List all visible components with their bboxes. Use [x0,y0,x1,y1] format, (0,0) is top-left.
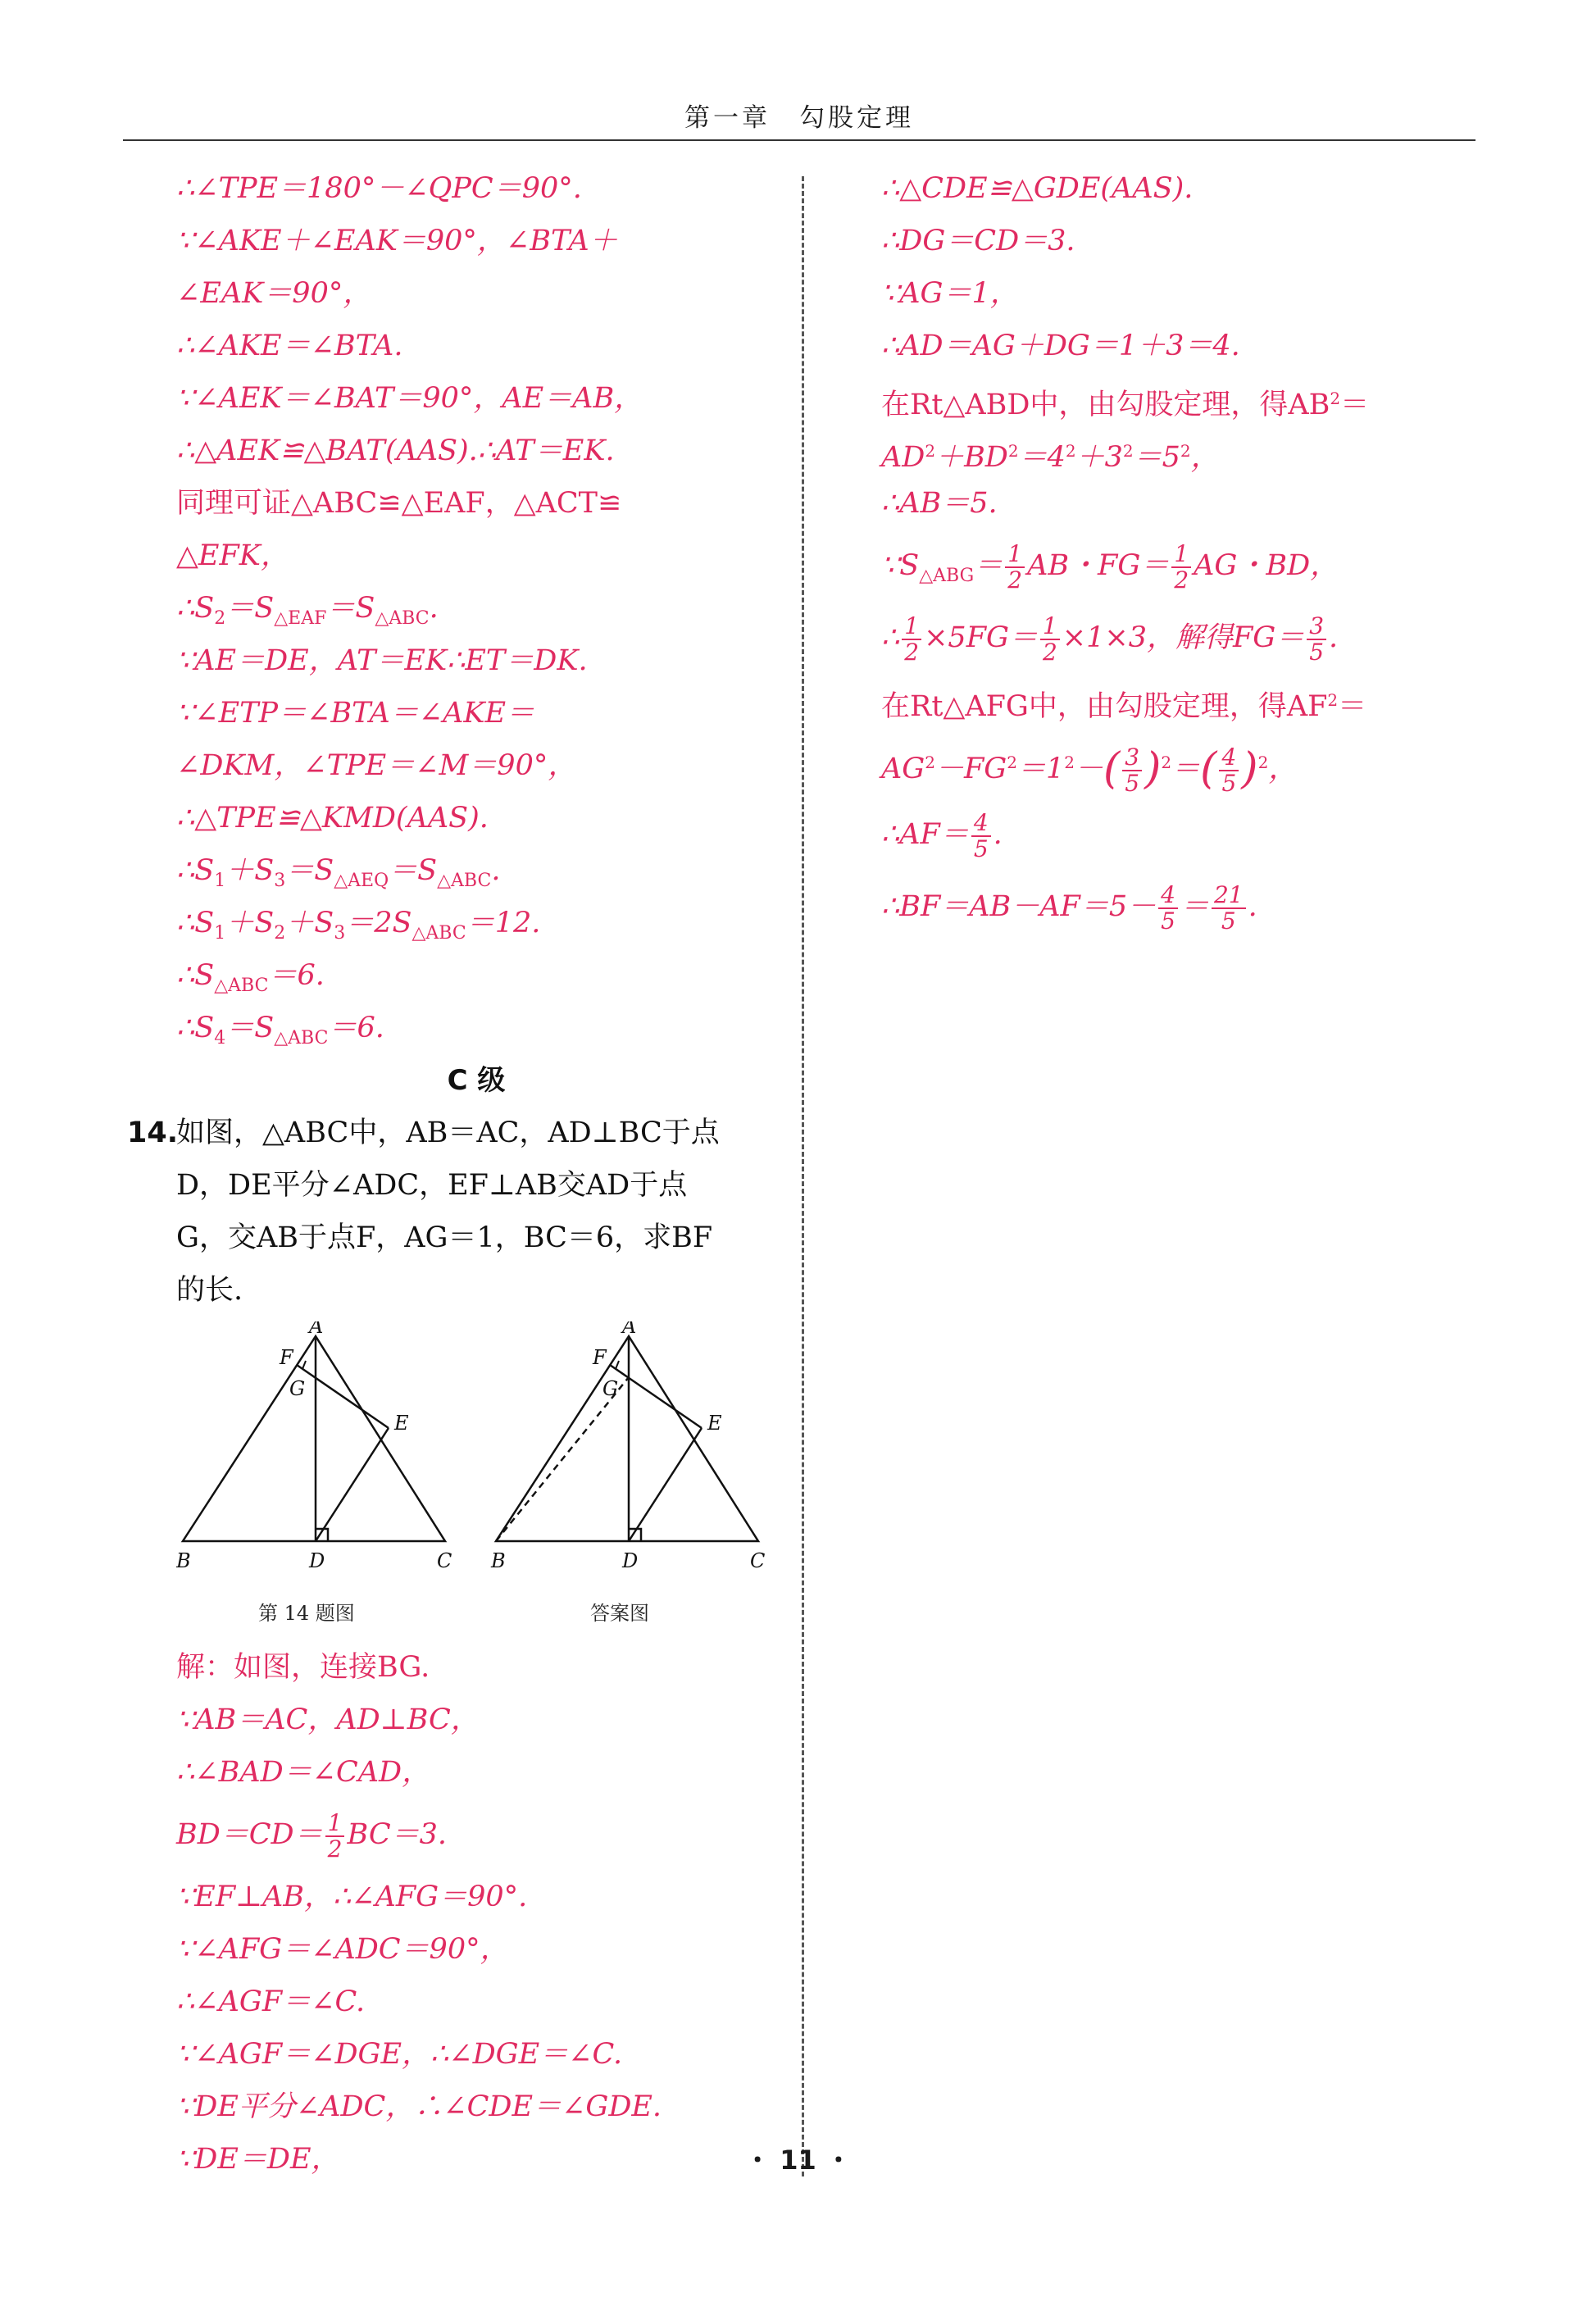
numerator: 1 [1005,542,1025,568]
text-span: ∴S [176,1012,215,1044]
figure2-labels [490,1321,765,1572]
solution-line: ∵DE平分∠ADC，∴∠CDE＝∠GDE. [176,2090,662,2123]
triangle-abc [183,1336,445,1541]
superscript: 2 [925,753,935,772]
difficulty-level-heading: C 级 [447,1064,506,1097]
denominator: 2 [1174,566,1189,594]
superscript: 2 [1065,441,1076,461]
chapter-header: 第一章 勾股定理 [684,103,914,133]
solution-line [176,1002,776,1054]
text-span: . [993,818,1003,851]
point-label: D [622,1549,639,1572]
triangle-abc [496,1336,758,1541]
subscript: △ABC [412,923,466,944]
superscript: 2 [1122,441,1134,461]
solution-line: ∴AD＝AG＋DG＝1＋3＝4. [881,330,1240,362]
subscript: △ABG [919,566,975,586]
numerator: 4 [1158,883,1178,909]
text-span: － [1074,753,1103,785]
header-rule [123,139,1476,141]
point-label: B [176,1549,191,1572]
denominator: 2 [904,638,920,666]
text-span: . [429,592,439,625]
fraction [1212,880,1246,935]
point-label: D [309,1549,325,1572]
fraction [1040,614,1060,665]
solution-line: ∴∠AGF＝∠C. [176,1985,366,2018]
numerator: 1 [902,614,921,640]
text-span: AG・BD， [1194,549,1339,582]
solution-line: ∵∠AKE＋∠EAK＝90°，∠BTA＋ [176,225,618,257]
text-span: ×5FG＝ [924,621,1038,654]
superscript: 2 [1330,389,1341,408]
page-number: ・ 11 ・ [744,2145,852,2176]
figure-caption: 答案图 [590,1602,649,1625]
point-label: A [309,1321,324,1338]
subscript: 2 [274,923,286,944]
point-label: C [750,1549,766,1572]
text-span: ＝ [1180,890,1209,923]
text-span: ， [1190,441,1220,474]
subscript: △ABC [437,871,492,891]
text-span: ＋S [225,854,275,887]
text-span: ∴S [176,854,215,887]
solution-line: ∴AB＝5. [881,487,998,520]
fraction [1219,745,1239,796]
text-span: . [1329,621,1339,654]
text-span: ＝4 [1018,441,1066,474]
subscript: △AEQ [334,871,389,891]
solution-line [881,372,1484,425]
solution-line: ∵∠ETP＝∠BTA＝∠AKE＝ [176,697,535,730]
figure1-labels [176,1321,452,1572]
numerator: 21 [1212,883,1246,909]
superscript: 2 [1007,441,1019,461]
figure-caption: 第 14 题图 [258,1602,355,1625]
paren: ) [1241,744,1258,794]
denominator: 2 [1007,566,1023,594]
solution-line: ∴∠AKE＝∠BTA. [176,330,403,362]
text-span: －FG [934,753,1007,785]
solution-line: ∴△AEK≌△BAT(AAS).∴AT＝EK. [176,434,615,467]
point-label: E [707,1412,722,1435]
figures-row [176,1321,776,1641]
subscript: 1 [214,923,226,944]
point-label: F [593,1346,607,1369]
text-span: ， [1268,753,1298,785]
solution-line [176,1799,776,1871]
text-span: ＝S [225,592,275,625]
subscript: 3 [274,871,286,891]
fraction [1158,880,1178,935]
subscript: △ABC [375,608,430,629]
point-label: F [280,1346,293,1369]
problem-14 [127,1107,776,1317]
text-span: 在Rt△ABD中，由勾股定理，得AB [881,389,1330,421]
point-label: A [622,1321,637,1338]
text-span: AB・FG＝ [1027,549,1170,582]
numerator: 3 [1307,614,1326,640]
point-label: B [491,1549,506,1572]
text-span: ＝ [1338,690,1367,723]
denominator: 2 [327,1835,343,1863]
problem-text-line: G，交AB于点F，AG＝1，BC＝6，求BF [176,1221,713,1254]
segment-ef [610,1365,702,1428]
solution-line [176,844,776,897]
text-span: BD＝CD＝ [176,1818,323,1851]
solution-line: ∵AE＝DE，AT＝EK∴ET＝DK. [176,644,588,677]
problem-text-line: D，DE平分∠ADC，EF⊥AB交AD于点 [176,1169,688,1202]
solution-line [881,871,1484,943]
text-span: ＋S [225,907,275,939]
superscript: 2 [1064,753,1075,772]
numerator: 1 [1171,542,1191,568]
left-column [127,162,776,2185]
solution-line: ∴△TPE≌△KMD(AAS). [176,802,489,835]
text-span: ＋3 [1075,441,1123,474]
solution-line: ∵∠AFG＝∠ADC＝90°， [176,1933,509,1966]
point-label: E [394,1412,409,1435]
solution-line: ∴△CDE≌△GDE(AAS). [881,172,1194,205]
subscript: 1 [214,871,226,891]
denominator: 5 [973,835,989,862]
denominator: 5 [1309,638,1325,666]
denominator: 2 [1042,638,1057,666]
column-divider [802,176,804,2176]
fraction [325,1808,345,1863]
point-label: G [602,1377,619,1400]
superscript: 2 [1327,690,1339,710]
text-span: ＝ [974,549,1003,582]
figure-problem-14 [183,1336,445,1541]
problem-text-line: 的长. [176,1274,243,1307]
problem-number: 14. [127,1117,179,1149]
text-span: ∵S [881,549,920,582]
solution-line: ∴DG＝CD＝3. [881,225,1075,257]
solution-line [176,949,776,1002]
segment-de [629,1428,702,1541]
superscript: 2 [1007,753,1017,772]
superscript: 2 [1257,753,1269,772]
right-angle-mark-f [302,1361,306,1369]
superscript: 2 [1180,441,1191,461]
subscript: △ABC [274,1028,329,1048]
text-span: ＝6. [268,959,325,992]
numerator: 3 [1122,745,1142,771]
fraction [902,614,921,665]
denominator: 5 [1161,907,1175,935]
solution-line: ∵AG＝1， [881,277,1019,310]
numerator: 1 [1040,614,1060,640]
solution-line [881,425,1484,477]
text-span: ＝S [285,854,334,887]
text-span: ＋S [285,907,334,939]
solution-line [881,602,1484,674]
problem-text-line: 如图，△ABC中，AB＝AC，AD⊥BC于点 [176,1117,720,1149]
fraction [1005,539,1025,594]
text-span: ∴BF＝AB－AF＝5－ [881,890,1157,923]
solution-line: △EFK， [176,539,289,572]
fraction [1122,745,1142,796]
right-angle-mark-f [616,1361,619,1369]
solution-line: ∵∠AEK＝∠BAT＝90°，AE＝AB， [176,382,643,415]
denominator: 5 [1221,769,1237,797]
text-span: ＝6. [328,1012,384,1044]
solution-line: ∴∠BAD＝∠CAD， [176,1756,431,1789]
text-span: ＝ [1171,753,1201,785]
subscript: 2 [214,608,226,629]
solution-line: ∴∠TPE＝180°－∠QPC＝90°. [176,172,582,205]
solution-line: 解：如图，连接BG. [176,1651,430,1684]
segment-de [316,1428,389,1541]
text-span: ∴S [176,592,215,625]
solution-line [881,530,1484,602]
solution-line: ∵DE＝DE， [176,2143,340,2176]
solution-line [881,798,1484,871]
solution-line [881,674,1484,726]
text-span: ∴AF＝ [881,818,969,851]
numerator: 1 [325,1811,345,1837]
right-column [881,162,1484,943]
solution-line: ∵AB＝AC，AD⊥BC， [176,1703,480,1736]
text-span: 在Rt△AFG中，由勾股定理，得AF [881,690,1328,723]
text-span: ×1×3，解得FG＝ [1062,621,1305,654]
solution-line [176,582,776,634]
solution-line: 同理可证△ABC≌△EAF，△ACT≌ [176,487,622,520]
fraction [971,808,991,862]
text-span: ∴S [176,907,215,939]
text-span: ＝1 [1016,753,1065,785]
subscript: △EAF [274,608,327,629]
paren: ) [1144,744,1162,794]
text-span: ＝S [225,1012,275,1044]
subscript: 3 [334,923,346,944]
text-span: AG [881,753,925,785]
subscript: △ABC [214,976,269,996]
text-span: ＋BD [935,441,1008,474]
fraction [1171,539,1191,594]
point-label: G [289,1377,306,1400]
text-span: ∴ [881,621,900,654]
text-span: ＝S [389,854,438,887]
segment-ef [297,1365,389,1428]
text-span: . [1248,890,1257,923]
superscript: 2 [1161,753,1172,772]
solution-line: ∵EF⊥AB，∴∠AFG＝90°. [176,1881,528,1913]
text-span: . [491,854,501,887]
figure-answer [496,1336,758,1541]
solution-line [176,897,776,949]
text-span: ＝5 [1133,441,1180,474]
numerator: 4 [971,811,991,837]
fraction [1307,614,1326,665]
solution-line [881,726,1484,798]
paren: ( [1200,744,1217,794]
text-span: ＝12. [466,907,541,939]
geometry-figures [176,1321,776,1592]
superscript: 2 [925,441,936,461]
text-span: ＝ [1340,389,1370,421]
denominator: 5 [1125,769,1140,797]
solution-line: ∠EAK＝90°， [176,277,372,310]
numerator: 4 [1219,745,1239,771]
text-span: ＝2S [345,907,412,939]
text-span: AD [881,441,925,474]
text-span: ＝S [326,592,375,625]
denominator: 5 [1221,907,1236,935]
solution-line: ∵∠AGF＝∠DGE，∴∠DGE＝∠C. [176,2038,623,2071]
point-label: C [437,1549,452,1572]
solution-line: ∠DKM，∠TPE＝∠M＝90°， [176,749,577,782]
paren: ( [1103,744,1121,794]
segment-bg-dashed [496,1377,629,1541]
subscript: 4 [214,1028,226,1048]
text-span: ∴S [176,959,215,992]
text-span: BC＝3. [347,1818,447,1851]
